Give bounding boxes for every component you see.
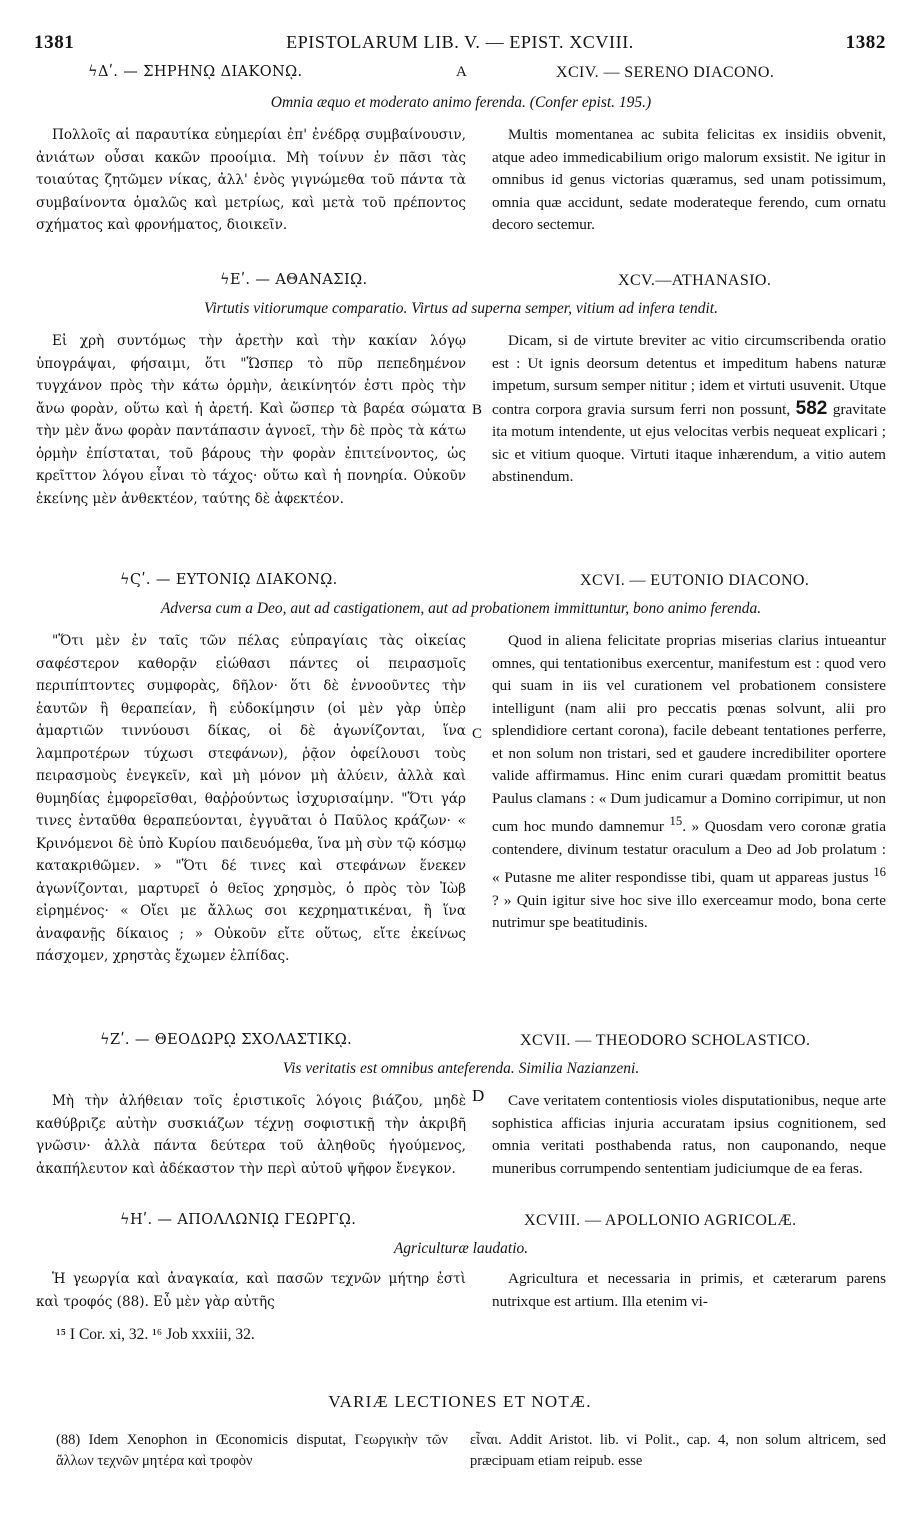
note-right: εἶναι. Addit Aristot. lib. vi Polit., cap. 4, non solum altricem, sed præcipuam etiam reipub. esse (470, 1432, 886, 1469)
subtitle-xcv: Virtutis vitiorumque comparatio. Virtus ad superna semper, vitium ad infera tendit. (204, 300, 718, 317)
latin-paragraph (492, 330, 886, 489)
latin-paragraph: Cave veritatem contentiosis violes disputationibus, neque arte sophistica afficias injuria accuratam ipsius cognitionem, sed omnia veritati posthabenda ratus, non cauponando, neque muneribus corrumpendo sententiam judiciumque de ea feras. (492, 1092, 886, 1177)
greek-heading-xcvi: ϟϚʹ. — ΕΥΤΟΝΙῼ ΔΙΑΚΟΝῼ. (120, 572, 338, 588)
latin-heading-xcvi: XCVI. — EUTONIO DIACONO. (580, 572, 810, 589)
latin-text-xcvi (492, 630, 886, 935)
subtitle-xcviii: Agriculturæ laudatio. (393, 1240, 529, 1257)
greek-text-xcv (36, 330, 466, 510)
running-title: EPISTOLARUM LIB. V. — EPIST. XCVIII. (286, 32, 634, 52)
margin-marker-b: B (472, 402, 483, 418)
variae-heading: VARIÆ LECTIONES ET NOTÆ. (328, 1392, 592, 1411)
greek-paragraph: Ἡ γεωργία καὶ ἀναγκαία, καὶ πασῶν τεχνῶν μήτηρ ἐστὶ καὶ τροφός (88). Εὖ μὲν γὰρ αὐτῆς (36, 1271, 466, 1310)
greek-heading-xciv: ϟΔʹ. — ΣΗΡΗΝῼ ΔΙΑΚΟΝῼ. (88, 64, 303, 80)
greek-text-xcvi (36, 630, 466, 968)
latin-heading-xciv: XCIV. — SERENO DIACONO. (556, 64, 775, 81)
latin-paragraph (492, 630, 886, 935)
greek-paragraph: Πολλοῖς αἱ παραυτίκα εὐημερίαι ἐπ' ἐνέδρᾳ συμβαίνουσιν, ἀνιάτων οὖσαι κακῶν προοίμια. Μὴ τοίνυν ἐν πᾶσι τὰς τοιαύτας ζητῶμεν νίκας, ἀλλ' ἑνὸς γιγνώμεθα τοῦ πάντα τὰ συμβαίνοντα ὁμαλῶς καὶ μετρίως, καὶ μετὰ τοῦ πρέποντος σχήματος καὶ φρονήματος, διοικεῖν. (36, 127, 466, 233)
greek-text-xcvii (36, 1090, 466, 1180)
page-mark: 582 (795, 397, 828, 419)
greek-paragraph: Εἰ χρὴ συντόμως τὴν ἀρετὴν καὶ τὴν κακίαν λόγῳ ὑπογράψαι, φήσαιμι, ὅτι "Ὥσπερ τὸ πῦρ πεπεδημένον τυγχάνον πρὸς τὴν κάτω ὁρμὴν, ἀεικίνητόν ἐστι πρὸς τὴν ἄνω φορὰν, οὕτω καὶ ἡ ἀρετή. Καὶ ὥσπερ τὰ βαρέα σώματα τὴν μὲν ἄνω φορὰν παντάπασιν ἀγνοεῖ, τὴν δὲ πρὸς τὰ κάτω ὁρμὴν ἐπίσταται, τοῦ βάρους τὴν φορὰν ἐπιτείνοντος, ὡς κρεῖττον λόγου εἶναι τὸ τάχος· οὕτω καὶ ἡ πονηρία. Οὐκοῦν ἐκείνης μὲν ἀνθεκτέον, ταύτης δὲ ἀφεκτέον. (36, 333, 466, 507)
subtitle-xcvii: Vis veritatis est omnibus anteferenda. Similia Nazianzeni. (282, 1060, 640, 1077)
latin-heading-xcvii: XCVII. — THEODORO SCHOLASTICO. (520, 1032, 811, 1049)
latin-text-xcv (492, 330, 886, 489)
latin-text-xcvii (492, 1090, 886, 1180)
margin-marker-c: C (472, 726, 483, 742)
greek-heading-xcvii: ϟΖʹ. — ΘΕΟΔΩΡῼ ΣΧΟΛΑΣΤΙΚῼ. (100, 1032, 353, 1048)
latin-text-part: . » Quosdam vero coronæ gratia contendere, divinum testatur oraculum a Deo ad Job prolatum : « Putasne me aliter respondisse tibi, quam ut appareas justus (492, 818, 886, 887)
running-head (34, 30, 886, 60)
footnote-ref: 16 (873, 865, 886, 880)
note-left: (88) Idem Xenophon in Œconomicis disputat, Γεωργικὴν τῶν ἄλλων τεχνῶν μητέρα καὶ τροφὸν (56, 1432, 448, 1469)
greek-heading-xcv: ϟΕʹ. — ΑΘΑΝΑΣΙῼ. (220, 272, 368, 288)
latin-text-part: ? » Quin igitur sive hoc sive illo exerceamur modo, bona certe nutrimur spe beatitudinis. (492, 891, 886, 932)
greek-paragraph: Μὴ τὴν ἀλήθειαν τοῖς ἐριστικοῖς λόγοις βιάζου, μηδὲ καθύβριζε αὐτὴν συσκιάζων τέχνῃ σοφιστικῇ τὴν ἀκριβῆ γνῶσιν· ἀλλὰ πάντα δεύτερα τοῦ ἀληθοῦς ἡγούμενος, ἀκαπήλευτον καὶ ἀδέκαστον τὴν περὶ αὐτοῦ ψῆφον ἔνεγκον. (36, 1093, 466, 1177)
greek-text-xciv (36, 124, 466, 237)
subtitle-xciv: Omnia æquo et moderato animo ferenda. (Confer epist. 195.) (270, 94, 652, 111)
margin-marker-a: A (456, 64, 467, 80)
latin-text-xcviii (492, 1268, 886, 1313)
footnote-ref: 15 (669, 814, 683, 828)
latin-text-xciv (492, 124, 886, 237)
page-number-left: 1381 (34, 32, 75, 53)
greek-heading-xcviii: ϟΗʹ. — ΑΠΟΛΛΩΝΙῼ ΓΕΩΡΓῼ. (120, 1212, 357, 1228)
latin-text-part: Quod in aliena felicitate proprias miserias clarius intueantur omnes, qui tentationibus exercentur, manifestum est : quod vero qui suam in iis vel curationem vel probationem consistere intelligunt (nam alii pro peccatis pœnas solvunt, alii pro splendidiore certant corona), facile debeant tentationes perferre, et non solum non tristari, sed et gaudere incredibiliter oportere valide affirmamus. Hinc enim curari quædam promittit beatus Paulus clamans : « Dum judicamur a Domino corripimur, ut non cum hoc mundo damnemur (492, 632, 886, 836)
latin-heading-xcv: XCV.—ATHANASIO. (618, 272, 772, 289)
greek-text-xcviii (36, 1268, 466, 1313)
footnotes: ¹⁵ I Cor. xi, 32. ¹⁶ Job xxxiii, 32. (56, 1326, 255, 1343)
latin-text-part: Dicam, si de virtute breviter ac vitio circumscribenda oratio est : Ut ignis deorsum detentus et impeditum habens naturæ impetum, sursum semper nititur ; idem et virtuti usuvenit. Utque contra corpora gravia sursum ferri non possunt, (492, 332, 886, 418)
greek-paragraph: "Ὅτι μὲν ἐν ταῖς τῶν πέλας εὐπραγίαις τὰς οἰκείας σαφέστερον καθορᾷν εἰώθασι πάντες οἱ πειρασμοῖς περιπίπτοντες συμφορὰς, δῆλον· ὅτι δὲ ἐννοοῦντες τὴν ἑαυτῶν ἢ θεραπείαν, ἢ εὐδοκίμησιν (οἱ μὲν γὰρ ὑπὲρ ἁμαρτιῶν τιννύουσι δίκας, οἱ δὲ ἀγωνίζονται, ἵνα λαμπροτέρων τύχωσι στεφάνων), ῥᾷον ὀφείλουσι τοὺς πειρασμοὺς ἐνεγκεῖν, καὶ μὴ μόνον μὴ ἀλύειν, ἀλλὰ καὶ θυμηδίας ἐμφορεῖσθαι, θαῤῥούντως ἰσχυρισαίμην. "Ὅτι γάρ τινες ἐνταῦθα θεραπεύονται, ἐγγυᾶται ὁ Παῦλος κράζων· « Κρινόμενοι δὲ ὑπὸ Κυρίου παιδευόμεθα, ἵνα μὴ σὺν τῷ κόσμῳ κατακριθῶμεν. » "Ὅτι δέ τινες καὶ στεφάνων ἕνεκεν ἀγωνίζονται, μαρτυρεῖ ὁ θεῖος χρησμὸς, ὁ πρὸς τὸν Ἰὼβ εἰρημένος· « Οἴει με ἄλλως σοι κεχρηματικέναι, ἢ ἵνα ἀναφανῇς δίκαιος ; » Οὐκοῦν εἴτε οὕτως, εἴτε ἐκείνως πάσχομεν, χρηστὰς ἔχωμεν ἐλπίδας. (36, 633, 466, 964)
latin-paragraph: Multis momentanea ac subita felicitas ex insidiis obvenit, atque adeo immedicabilium origo malorum exsistit. Ne igitur in omnibus id genus victorias quæramus, sed unam potissimum, omnia quæ accidunt, sedate moderateque ferendo, cum ornatu decoro sectemur. (492, 126, 886, 233)
margin-marker-d: D (472, 1086, 485, 1105)
latin-paragraph: Agricultura et necessaria in primis, et cæterarum parens nutrixque est artium. Illa etenim vi- (492, 1270, 886, 1310)
page-number-right: 1382 (845, 32, 886, 53)
latin-heading-xcviii: XCVIII. — APOLLONIO AGRICOLÆ. (524, 1212, 797, 1229)
subtitle-xcvi: Adversa cum a Deo, aut ad castigationem, aut ad probationem immittuntur, bono animo ferenda. (160, 600, 762, 617)
latin-text-part: gravitate ita motum intendente, ut ejus velocitas verbis nequeat explicari ; sic et vitium quoque. Virtuti itaque inhærendum, a vitio autem abstinendum. (492, 400, 886, 485)
